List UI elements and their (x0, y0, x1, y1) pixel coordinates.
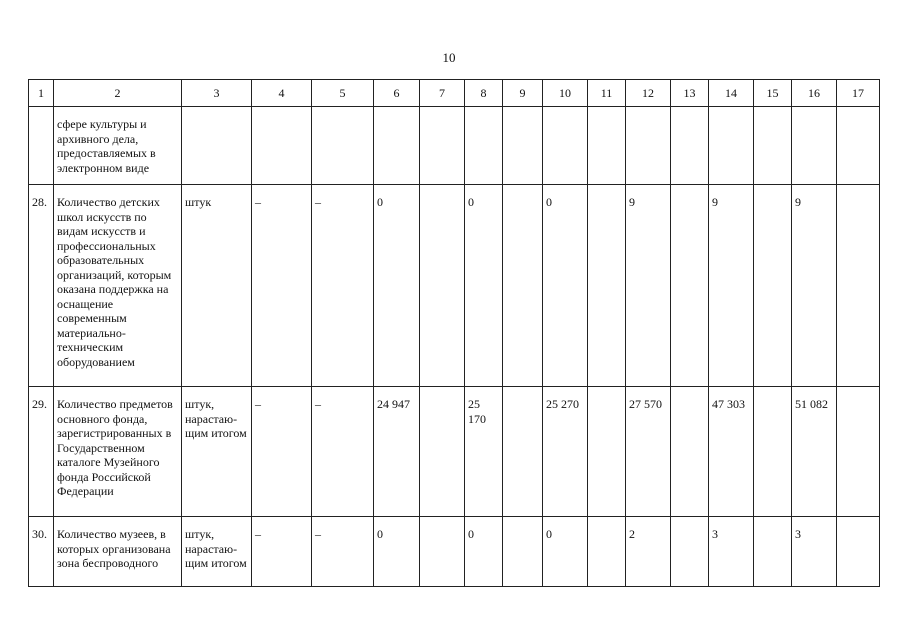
header-cell: 9 (503, 80, 543, 107)
cell-12 (626, 107, 671, 185)
cell-10: 25 270 (543, 387, 588, 517)
unit: штук, нарастаю-щим итогом (182, 387, 252, 517)
cell-8: 0 (465, 517, 503, 587)
header-cell: 2 (54, 80, 182, 107)
unit (182, 107, 252, 185)
indicator-name: сфере культуры и архивного дела, предоставляемых в электронном виде (54, 107, 182, 185)
row-number: 30. (29, 517, 54, 587)
cell-7 (420, 185, 465, 387)
header-cell: 10 (543, 80, 588, 107)
cell-5 (312, 107, 374, 185)
cell-4: – (252, 517, 312, 587)
cell-11 (588, 387, 626, 517)
cell-4: – (252, 185, 312, 387)
cell-16: 9 (792, 185, 837, 387)
cell-6: 24 947 (374, 387, 420, 517)
cell-4 (252, 107, 312, 185)
cell-8: 0 (465, 185, 503, 387)
header-cell: 7 (420, 80, 465, 107)
cell-17 (837, 185, 880, 387)
cell-17 (837, 517, 880, 587)
cell-12: 2 (626, 517, 671, 587)
header-cell: 5 (312, 80, 374, 107)
cell-15 (754, 517, 792, 587)
table-header-row (29, 80, 880, 107)
cell-10: 0 (543, 185, 588, 387)
indicator-name: Количество предметов основного фонда, зарегистрированных в Государственном каталоге Музейного фонда Российской Федерации (54, 387, 182, 517)
cell-9 (503, 517, 543, 587)
unit: штук (182, 185, 252, 387)
header-cell: 4 (252, 80, 312, 107)
row-number: 28. (29, 185, 54, 387)
indicator-name: Количество детских школ искусств по видам искусств и профессиональных образовательных организаций, которым оказана поддержка на оснащение современным материально-техническим оборудованием (54, 185, 182, 387)
indicators-table (28, 79, 880, 587)
cell-6: 0 (374, 517, 420, 587)
row-number: 29. (29, 387, 54, 517)
cell-12: 27 570 (626, 387, 671, 517)
cell-5: – (312, 517, 374, 587)
cell-8 (465, 107, 503, 185)
cell-7 (420, 107, 465, 185)
table-row (29, 107, 880, 185)
table-row (29, 387, 880, 517)
cell-6: 0 (374, 185, 420, 387)
cell-4: – (252, 387, 312, 517)
cell-17 (837, 387, 880, 517)
page-number: 10 (442, 50, 456, 65)
cell-5: – (312, 387, 374, 517)
cell-7 (420, 387, 465, 517)
header-cell: 6 (374, 80, 420, 107)
cell-13 (671, 107, 709, 185)
cell-6 (374, 107, 420, 185)
indicator-name: Количество музеев, в которых организована зона беспроводного (54, 517, 182, 587)
cell-10: 0 (543, 517, 588, 587)
header-cell: 16 (792, 80, 837, 107)
cell-15 (754, 185, 792, 387)
header-cell: 12 (626, 80, 671, 107)
table-row (29, 185, 880, 387)
cell-16: 3 (792, 517, 837, 587)
unit: штук, нарастаю-щим итогом (182, 517, 252, 587)
cell-16 (792, 107, 837, 185)
cell-15 (754, 107, 792, 185)
cell-13 (671, 387, 709, 517)
cell-10 (543, 107, 588, 185)
cell-9 (503, 185, 543, 387)
cell-12: 9 (626, 185, 671, 387)
cell-9 (503, 387, 543, 517)
header-cell: 8 (465, 80, 503, 107)
table-row (29, 517, 880, 587)
header-cell: 11 (588, 80, 626, 107)
header-cell: 13 (671, 80, 709, 107)
cell-9 (503, 107, 543, 185)
cell-13 (671, 185, 709, 387)
cell-15 (754, 387, 792, 517)
header-cell: 1 (29, 80, 54, 107)
cell-7 (420, 517, 465, 587)
cell-14 (709, 107, 754, 185)
cell-11 (588, 517, 626, 587)
row-number (29, 107, 54, 185)
header-cell: 14 (709, 80, 754, 107)
cell-5: – (312, 185, 374, 387)
cell-14: 47 303 (709, 387, 754, 517)
cell-17 (837, 107, 880, 185)
cell-13 (671, 517, 709, 587)
header-cell: 17 (837, 80, 880, 107)
header-cell: 15 (754, 80, 792, 107)
cell-16: 51 082 (792, 387, 837, 517)
cell-11 (588, 107, 626, 185)
cell-11 (588, 185, 626, 387)
cell-14: 3 (709, 517, 754, 587)
header-cell: 3 (182, 80, 252, 107)
cell-14: 9 (709, 185, 754, 387)
cell-8: 25 170 (465, 387, 503, 517)
